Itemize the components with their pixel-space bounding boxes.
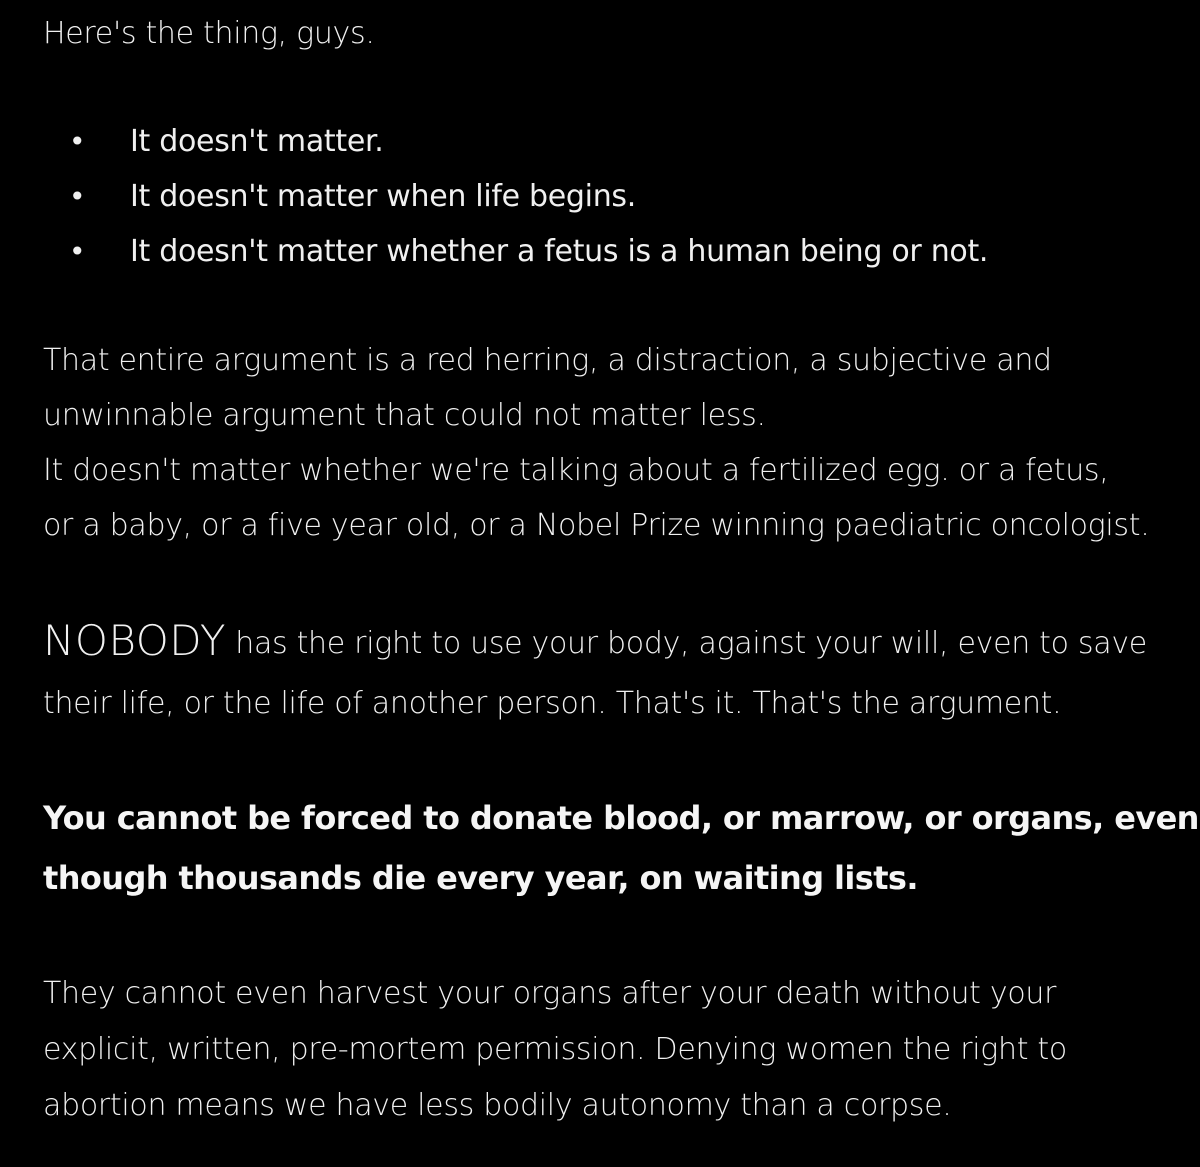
paragraph-line: It doesn't matter whether we're talking about a fertilized egg. or a fetus, — [43, 453, 1109, 488]
paragraph-line — [43, 611, 1163, 674]
paragraph-bold-donation — [43, 788, 1199, 908]
paragraph-line: That entire argument is a red herring, a distraction, a subjective and — [43, 343, 1052, 378]
bullet-dot-icon: • — [69, 235, 86, 268]
bullet-item — [0, 114, 1200, 169]
bullet-text: It doesn't matter. — [130, 124, 384, 159]
paragraph-corpse — [43, 966, 1163, 1134]
paragraph-nobody — [43, 611, 1163, 734]
bullet-text: It doesn't matter when life begins. — [130, 179, 636, 214]
paragraph-line: or a baby, or a five year old, or a Nobel Prize winning paediatric oncologist. — [43, 508, 1150, 543]
paragraph-line: their life, or the life of another person. That's it. That's the argument. — [43, 686, 1062, 721]
paragraph-line: though thousands die every year, on waiting lists. — [43, 859, 918, 897]
bullet-dot-icon: • — [69, 180, 86, 213]
bullet-item — [0, 224, 1200, 279]
paragraph-line: They cannot even harvest your organs after your death without your — [43, 976, 1057, 1011]
paragraph-line: unwinnable argument that could not matter less. — [43, 398, 766, 433]
paragraph-line-rest: has the right to use your body, against your will, even to save — [226, 626, 1147, 661]
bullet-dot-icon: • — [69, 125, 86, 158]
paragraph-line: explicit, written, pre-mortem permission. Denying women the right to — [43, 1032, 1067, 1067]
paragraph-line: abortion means we have less bodily autonomy than a corpse. — [43, 1088, 952, 1123]
bullet-text: It doesn't matter whether a fetus is a human being or not. — [130, 234, 989, 269]
bullet-list — [0, 114, 1200, 279]
intro-line: Here's the thing, guys. — [43, 16, 375, 51]
paragraph-line: You cannot be forced to donate blood, or marrow, or organs, even — [43, 799, 1199, 837]
paragraph-red-herring — [43, 333, 1163, 553]
bullet-item — [0, 169, 1200, 224]
emphasis-word: NOBODY — [43, 616, 226, 665]
